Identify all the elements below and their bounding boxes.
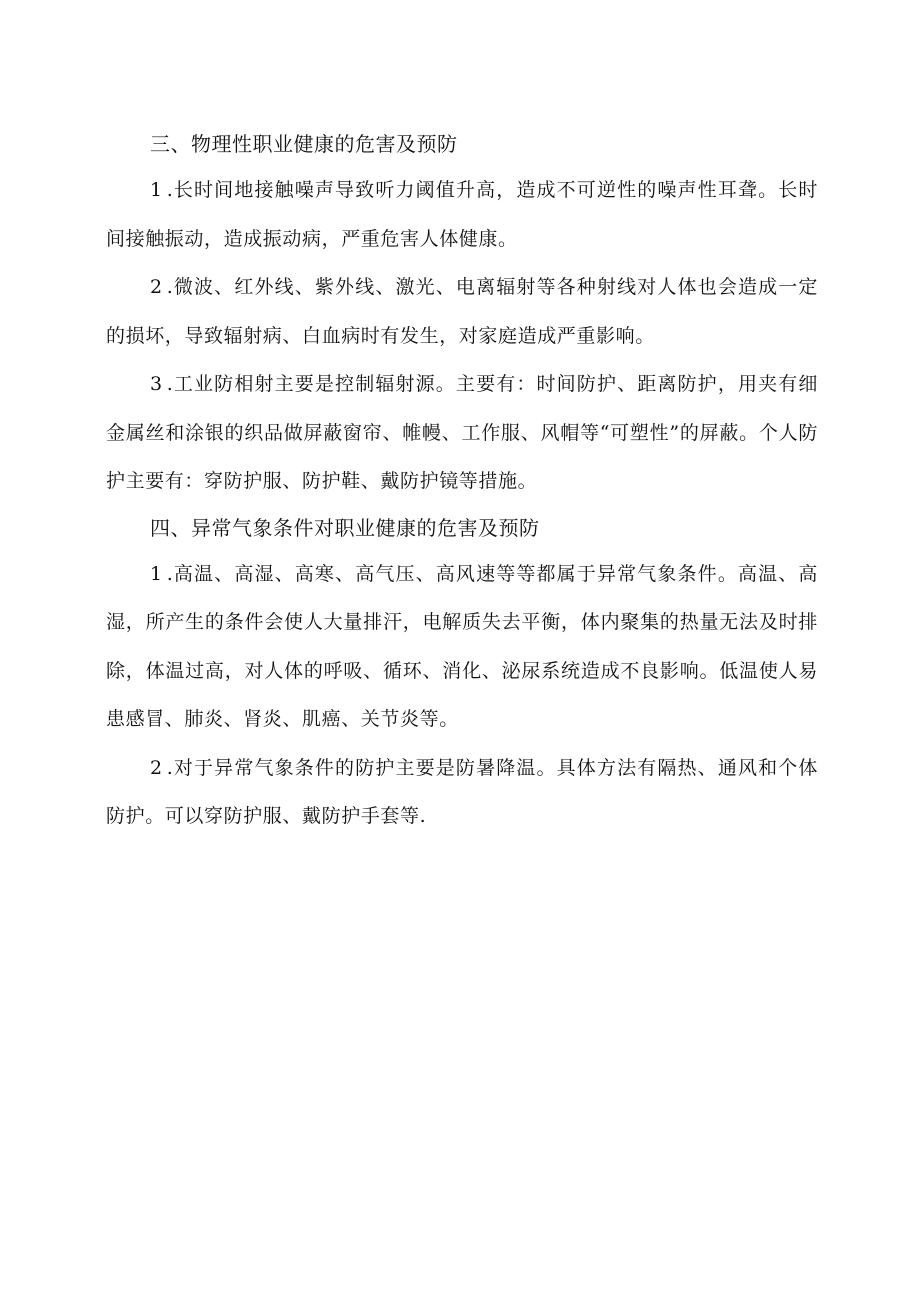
paragraph-number: 1 [150,179,163,201]
paragraph-number: 1 [150,562,163,585]
paragraph-heat-protection [106,744,818,841]
paragraph-radiation-protection [106,360,818,506]
paragraph-abnormal-weather-effects [106,550,818,744]
paragraph-number: 2 [150,276,163,298]
paragraph-text: .工业防相射主要是控制辐射源。主要有：时间防护、距离防护，用夹有细金属丝和涂银的织品做屏蔽窗帘、帷幔、工作服、风帽等“可塑性”的屏蔽。个人防护主要有：穿防护服、防护鞋、戴防护镜等措施。 [106,373,818,492]
paragraph-text: .微波、红外线、紫外线、激光、电离辐射等各种射线对人体也会造成一定的损坏，导致辐射病、白血病时有发生，对家庭造成严重影响。 [106,276,818,347]
paragraph-text: .高温、高湿、高寒、高气压、高风速等等都属于异常气象条件。高温、高湿，所产生的条件会使人大量排汗，电解质失去平衡，体内聚集的热量无法及时排除，体温过高，对人体的呼吸、循环、消化、泌尿系统造成不良影响。低温使人易患感冒、肺炎、肾炎、肌癌、关节炎等。 [106,562,818,730]
paragraph-text: .对于异常气象条件的防护主要是防暑降温。具体方法有隔热、通风和个体防护。可以穿防护服、戴防护手套等. [106,756,818,827]
document-body [106,124,818,841]
paragraph-number: 3 [150,373,163,395]
paragraph-text: .长时间地接触噪声导致听力阈值升高，造成不可逆性的噪声性耳聋。长时间接触振动，造成振动病，严重危害人体健康。 [106,179,818,250]
section-heading-physical-hazards: 三、物理性职业健康的危害及预防 [150,132,458,156]
paragraph-noise-vibration [106,166,818,263]
section-heading-abnormal-weather: 四、异常气象条件对职业健康的危害及预防 [150,515,540,540]
paragraph-number: 2 [150,756,163,779]
paragraph-radiation [106,263,818,360]
